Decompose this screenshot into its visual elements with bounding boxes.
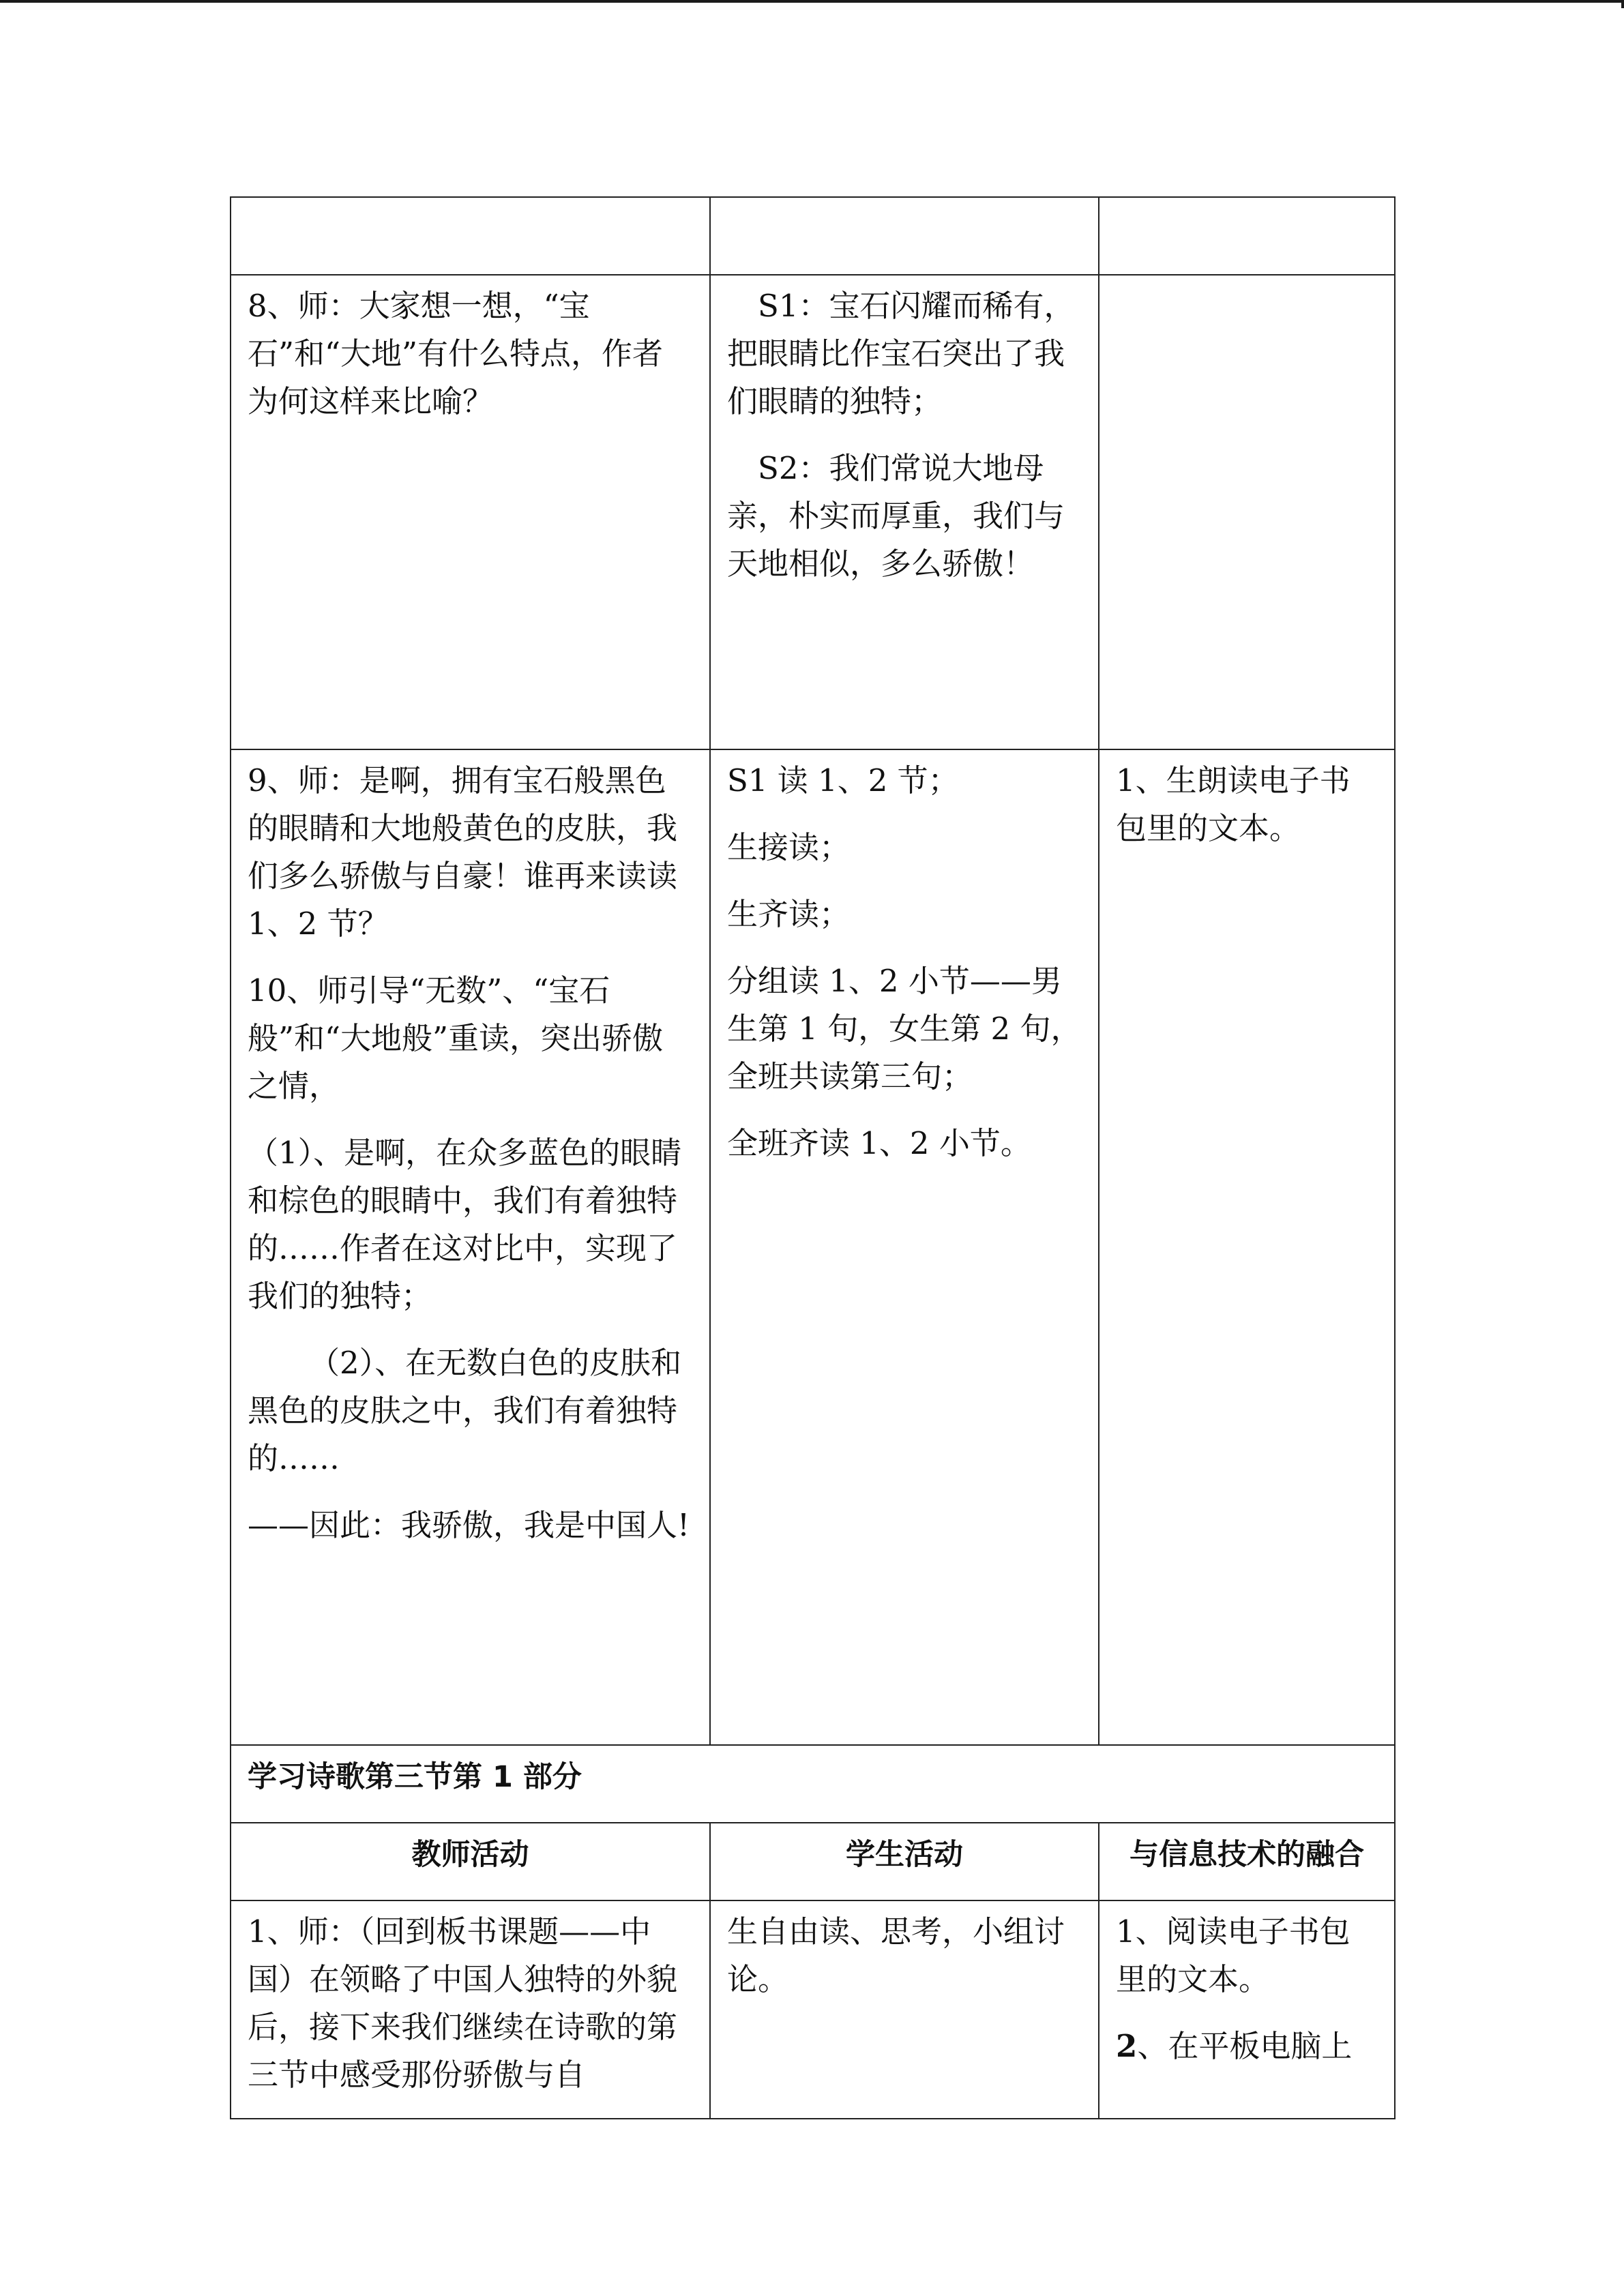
header-tech: 与信息技术的融合 bbox=[1130, 1838, 1364, 1872]
student-activity-2: 生接读； bbox=[727, 829, 851, 865]
teacher-point-1: （1）、是啊，在众多蓝色的眼睛和棕色的眼睛中，我们有着独特的……作者在这对比中，实现了我们的独特； bbox=[248, 1135, 682, 1314]
teacher-cell-q9 bbox=[231, 749, 710, 1745]
tech-activity-2-number: 2 bbox=[1116, 2028, 1138, 2064]
tech-cell-empty bbox=[1099, 197, 1395, 275]
section-title-cell bbox=[231, 1745, 1395, 1823]
student-activity-text: 生自由读、思考，小组讨论。 bbox=[727, 1913, 1065, 1997]
table-row-q8 bbox=[231, 275, 1395, 749]
teacher-q9-text: 9、师：是啊，拥有宝石般黑色的眼睛和大地般黄色的皮肤，我们多么骄傲与自豪！谁再来读读 1、2 节？ bbox=[248, 762, 678, 942]
header-student-cell bbox=[710, 1823, 1099, 1900]
tech-cell-q9 bbox=[1099, 749, 1395, 1745]
table-header-row bbox=[231, 1823, 1395, 1900]
tech-activity-1-text: 1、阅读电子书包里的文本。 bbox=[1116, 1913, 1350, 1997]
table-row-section bbox=[231, 1745, 1395, 1823]
section-title: 学习诗歌第三节第 1 部分 bbox=[248, 1760, 582, 1794]
lesson-plan-table bbox=[230, 196, 1396, 2119]
student-activity-3: 生齐读； bbox=[727, 896, 851, 932]
student-cell-empty bbox=[710, 197, 1099, 275]
page-corner-mark bbox=[1621, 0, 1624, 8]
student-activity-4: 分组读 1、2 小节——男生第 1 句，女生第 2 句，全班共读第三句； bbox=[727, 963, 1082, 1094]
student-cell-q8 bbox=[710, 275, 1099, 749]
teacher-cell-q8 bbox=[231, 275, 710, 749]
header-teacher-cell bbox=[231, 1823, 710, 1900]
table-row-empty bbox=[231, 197, 1395, 275]
page-top-rule bbox=[0, 0, 1624, 3]
teacher-conclusion: ——因此：我骄傲，我是中国人! bbox=[248, 1507, 690, 1543]
teacher-q10-text: 10、师引导“无数”、“宝石般”和“大地般”重读，突出骄傲之情， bbox=[248, 972, 664, 1104]
student-activity-1: S1 读 1、2 节； bbox=[727, 762, 959, 799]
tech-activity-2-text bbox=[1116, 2023, 1378, 2070]
student-answer-s2: S2：我们常说大地母亲，朴实而厚重，我们与天地相似，多么骄傲！ bbox=[727, 450, 1065, 582]
tech-activity-2-body: 、在平板电脑上 bbox=[1137, 2028, 1353, 2064]
tech-cell-q8 bbox=[1099, 275, 1395, 749]
header-student: 学生活动 bbox=[846, 1838, 963, 1872]
header-teacher: 教师活动 bbox=[411, 1838, 529, 1872]
student-cell-q9 bbox=[710, 749, 1099, 1745]
teacher-cell-activity-1 bbox=[231, 1900, 710, 2119]
student-activity-5: 全班齐读 1、2 小节。 bbox=[727, 1125, 1031, 1161]
header-tech-cell bbox=[1099, 1823, 1395, 1900]
teacher-point-2: （2）、在无数白色的皮肤和黑色的皮肤之中，我们有着独特的…… bbox=[248, 1345, 682, 1476]
teacher-cell-empty bbox=[231, 197, 710, 275]
teacher-q8-text: 8、师：大家想一想，“宝石”和“大地”有什么特点，作者为何这样来比喻？ bbox=[248, 288, 664, 419]
student-cell-activity-1 bbox=[710, 1900, 1099, 2119]
student-answer-s1: S1：宝石闪耀而稀有，把眼睛比作宝石突出了我们眼睛的独特； bbox=[727, 288, 1075, 419]
table-row-activity-1 bbox=[231, 1900, 1395, 2119]
tech-cell-activity-1 bbox=[1099, 1900, 1395, 2119]
teacher-activity-1-text: 1、师：（回到板书课题——中国）在领略了中国人独特的外貌后，接下来我们继续在诗歌的第三节中感受那份骄傲与自 bbox=[248, 1913, 678, 2093]
table-row-q9 bbox=[231, 749, 1395, 1745]
tech-q9-text: 1、生朗读电子书包里的文本。 bbox=[1116, 762, 1350, 846]
